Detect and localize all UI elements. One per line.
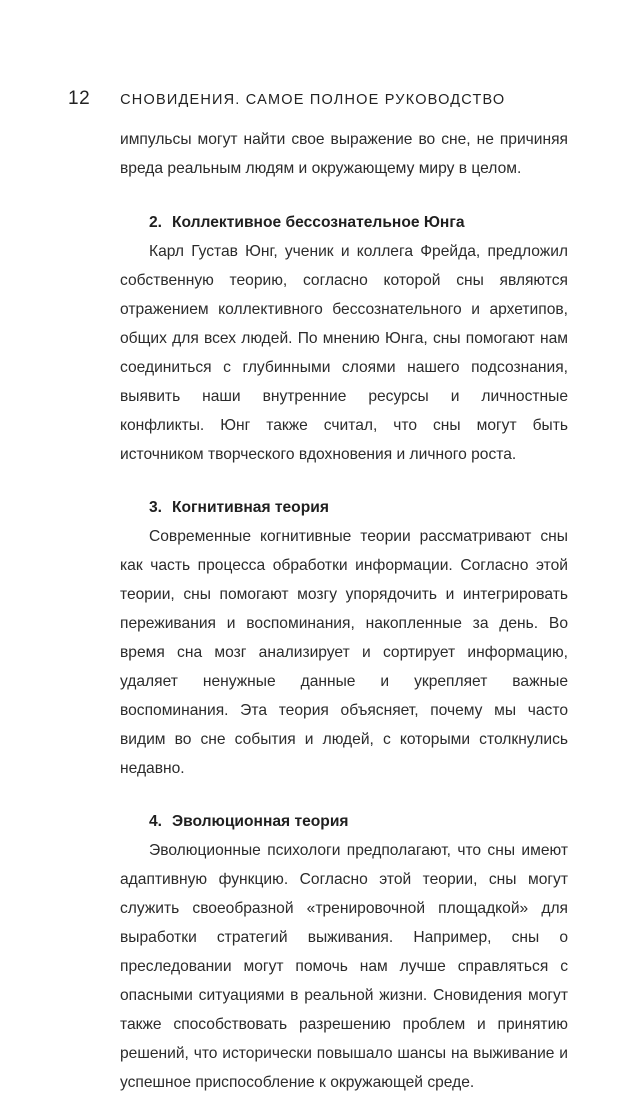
book-title: СНОВИДЕНИЯ. САМОЕ ПОЛНОЕ РУКОВОДСТВО [120,92,506,108]
section-number: 4. [149,813,163,830]
section-number: 2. [149,214,163,231]
running-header [68,88,574,112]
section-title: Когнитивная теория [172,499,329,516]
section-heading [120,208,568,237]
page-content [120,125,568,1097]
section-jung [120,208,568,469]
section-body: Эволюционные психологи предполагают, что сны имеют адаптивную функцию. Согласно этой теории, сны могут служить своеобразной «тренировочной площадкой» для выработки стратегий выживания. Например, сны о преследовании могут помочь нам лучше справляться с опасными ситуациями в реальной жизни. Сновидения могут также способствовать разрешению проблем и принятию решений, что исторически повышало шансы на выживание и успешное приспособление к окружающей среде. [120,842,568,1091]
page-number: 12 [68,88,91,109]
section-number: 3. [149,499,163,516]
section-heading [120,493,568,522]
section-cognitive [120,493,568,783]
section-body: Современные когнитивные теории рассматривают сны как часть процесса обработки информации. Согласно этой теории, сны помогают мозгу упорядочить и интегрировать переживания и воспоминания, накопленные за день. Во время сна мозг анализирует и сортирует информацию, удаляет ненужные данные и укрепляет важные воспоминания. Эта теория объясняет, почему мы часто видим во сне события и людей, с которыми столкнулись недавно. [120,528,568,777]
section-title: Коллективное бессознательное Юнга [172,214,465,231]
section-evolutionary [120,807,568,1097]
section-body: Карл Густав Юнг, ученик и коллега Фрейда, предложил собственную теорию, согласно которой сны являются отражением коллективного бессознательного и архетипов, общих для всех людей. По мнению Юнга, сны помогают нам соединиться с глубинными слоями нашего подсознания, выявить наши внутренние ресурсы и личностные конфликты. Юнг также считал, что сны могут быть источником творческого вдохновения и личного роста. [120,243,568,463]
intro-paragraph: импульсы могут найти свое выражение во сне, не причиняя вреда реальным людям и окружающему миру в целом. [120,131,568,177]
section-heading [120,807,568,836]
section-title: Эволюционная теория [172,813,349,830]
